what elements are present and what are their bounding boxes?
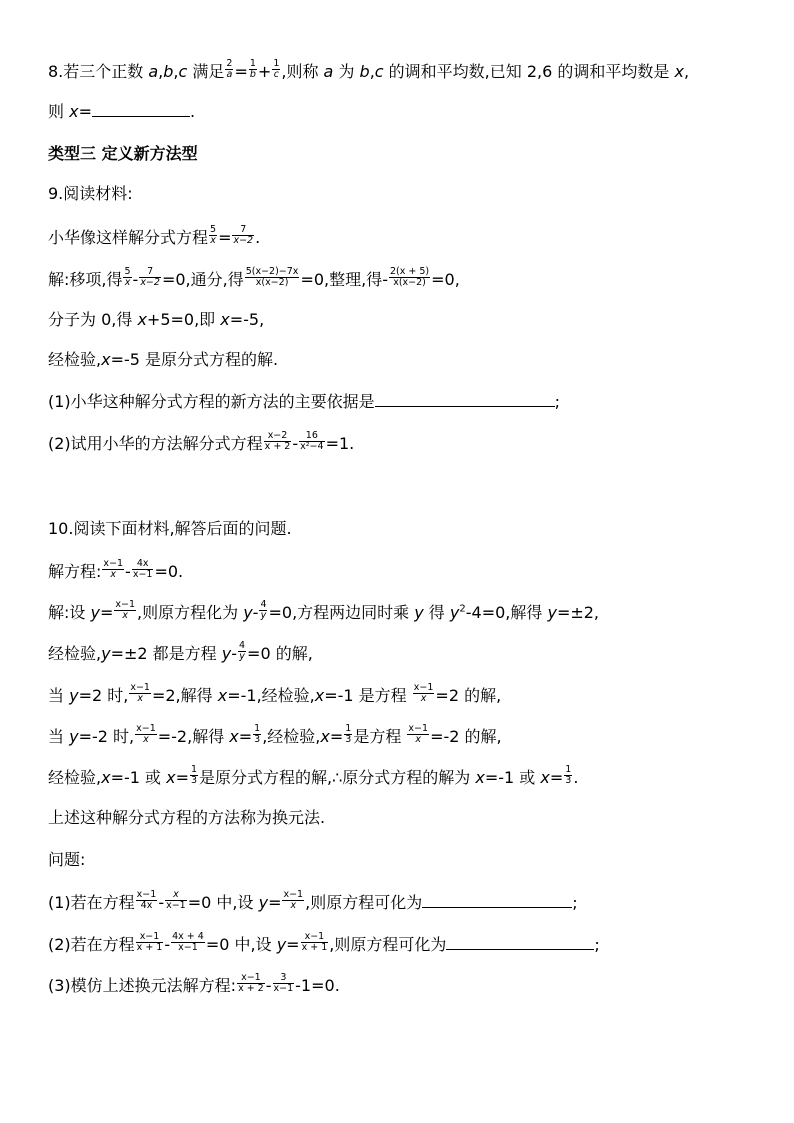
numerator: x−1 (408, 723, 429, 734)
text: 解:设 (48, 602, 91, 622)
numerator: x−1 (413, 682, 434, 693)
text: (3)模仿上述换元法解方程: (48, 975, 237, 995)
numerator: 1 (249, 58, 256, 69)
numerator: 1 (190, 764, 198, 775)
fraction (114, 600, 136, 621)
denominator: x (420, 692, 427, 704)
text: + (257, 61, 272, 81)
denominator: x−1 (132, 568, 153, 580)
text: 8.若三个正数 (48, 61, 149, 81)
text: = (234, 61, 248, 81)
text: 当 (48, 685, 70, 705)
fraction (165, 890, 187, 911)
var-x: x (217, 685, 228, 705)
text: , (369, 61, 375, 81)
q9-line-2 (48, 266, 460, 291)
text: =-1 或 (110, 767, 167, 787)
text: 得 (423, 602, 450, 622)
fraction (282, 890, 304, 911)
var-b: b (359, 61, 370, 81)
denominator: 3 (190, 774, 198, 786)
q10-title: 10.阅读下面材料,解答后面的问题. (48, 519, 292, 538)
q9-part-2 (48, 430, 355, 455)
fraction (299, 431, 324, 452)
numerator: x−1 (115, 599, 135, 610)
var-b: b (163, 61, 174, 81)
numerator: 5 (210, 224, 217, 235)
section-heading: 类型三 定义新方法型 (48, 144, 198, 163)
text: ,则原方程化为 (137, 602, 244, 622)
var-x: x (229, 726, 239, 746)
numerator: 3 (273, 973, 295, 984)
q10-part-3 (48, 972, 340, 997)
denominator: b (249, 68, 256, 80)
var-y: y (90, 602, 100, 622)
numerator: x (165, 890, 187, 901)
var-c: c (178, 61, 188, 81)
fraction (139, 267, 161, 288)
exponent: 2 (459, 603, 466, 615)
fraction (249, 59, 257, 80)
text: =0 中,设 (187, 892, 259, 912)
text: 经检验, (48, 767, 102, 787)
text: =0, (431, 269, 460, 289)
numerator: 2(x + 5) (389, 266, 430, 277)
numerator: x−1 (283, 889, 304, 900)
numerator: 1 (345, 723, 352, 734)
q10-line-1 (48, 558, 184, 583)
text: , (683, 61, 690, 81)
numerator: 4 (260, 599, 267, 610)
denominator: x−1 (273, 982, 294, 994)
text: -1=0. (295, 975, 340, 995)
numerator: 4x (132, 559, 154, 570)
denominator: y (239, 650, 245, 662)
numerator: x−1 (136, 889, 157, 900)
denominator: x (110, 568, 117, 580)
numerator: 7 (139, 267, 161, 278)
text: = (329, 726, 344, 746)
denominator: 3 (345, 733, 352, 745)
text: 经检验, (48, 643, 102, 663)
text: . (189, 102, 196, 121)
denominator: x + 2 (264, 440, 291, 452)
var-x: x (101, 767, 111, 787)
text: =2,解得 (151, 685, 218, 705)
var-x: x (540, 767, 550, 787)
q10-line-8: 问题: (48, 850, 86, 869)
text: , (158, 61, 164, 81)
var-y: y (258, 892, 269, 912)
text: ; (594, 934, 600, 954)
text: =-1 或 (484, 767, 541, 787)
text: =-1,经检验, (227, 685, 315, 705)
numerator: x−1 (130, 682, 150, 693)
numerator: 1 (254, 723, 261, 734)
text: (1)小华这种解分式方程的新方法的主要依据是 (48, 392, 375, 411)
denominator: 4x (140, 899, 153, 911)
denominator: x + 1 (136, 941, 163, 953)
var-y: y (69, 685, 79, 705)
denominator: x (290, 899, 297, 911)
text: =-1 是方程 (324, 685, 412, 705)
numerator: 1 (565, 764, 572, 775)
text: =-2,解得 (157, 726, 230, 746)
text: 的调和平均数,已知 2,6 的调和平均数是 (383, 61, 675, 81)
text: ,则称 (281, 61, 324, 81)
fraction (171, 932, 205, 953)
text: 小华像这样解分式方程 (48, 227, 209, 247)
text: (2)试用小华的方法解分式方程 (48, 433, 263, 453)
fraction (136, 890, 158, 911)
text: 当 (48, 726, 70, 746)
fraction (407, 724, 429, 745)
var-x: x (220, 310, 230, 329)
denominator: y (260, 609, 267, 621)
text: ; (572, 892, 578, 912)
fraction (253, 724, 261, 745)
numerator: 4x + 4 (172, 931, 204, 942)
text: - (231, 643, 237, 663)
fraction (225, 59, 233, 80)
denominator: x (137, 692, 143, 704)
text: - (292, 433, 299, 453)
numerator: x−1 (103, 558, 124, 569)
text: - (252, 602, 259, 622)
var-y: y (276, 934, 287, 954)
q10-part-2 (48, 931, 600, 956)
fraction (135, 724, 157, 745)
text: = (99, 602, 114, 622)
q10-line-6 (48, 764, 579, 789)
text: ,则原方程可化为 (305, 892, 423, 912)
q9-title: 9.阅读材料: (48, 184, 133, 203)
answer-blank[interactable] (446, 937, 594, 950)
var-x: x (101, 350, 111, 369)
text: - (132, 269, 139, 289)
text: = (218, 227, 232, 247)
denominator: c (273, 68, 279, 80)
text: = (268, 892, 282, 912)
q10-line-2 (48, 599, 600, 624)
denominator: x (210, 234, 216, 246)
numerator: 5 (124, 266, 131, 277)
text: =-5, (229, 310, 265, 329)
q8-line-2 (48, 104, 195, 120)
var-x: x (320, 726, 330, 746)
text: = (78, 102, 92, 121)
text: =±2 都是方程 (110, 643, 222, 663)
text: . (255, 227, 261, 247)
var-x: x (314, 685, 325, 705)
numerator: x−1 (136, 932, 164, 943)
text: (2)若在方程 (48, 934, 135, 954)
fraction (237, 973, 265, 994)
q10-line-5 (48, 723, 502, 748)
text: =-2 的解, (430, 726, 502, 746)
text: =0,方程两边同时乘 (268, 602, 415, 622)
denominator: x (122, 609, 128, 621)
denominator: 3 (254, 733, 261, 745)
denominator: x−2 (140, 276, 160, 288)
text: =0 的解, (247, 643, 313, 663)
text: = (175, 767, 189, 787)
denominator: x−1 (166, 899, 186, 911)
denominator: x−1 (178, 941, 198, 953)
denominator: 3 (565, 774, 572, 786)
text: 经检验, (48, 350, 102, 369)
text: - (265, 975, 272, 995)
text: . (573, 767, 579, 787)
denominator: a (226, 68, 233, 80)
var-y: y (414, 602, 424, 622)
numerator: 16 (299, 431, 324, 442)
fraction (209, 225, 217, 246)
numerator: 4 (238, 640, 246, 651)
var-x: x (475, 767, 485, 787)
denominator: x (143, 733, 149, 745)
fraction (564, 765, 572, 786)
text: =2 时, (78, 685, 129, 705)
fraction (301, 932, 329, 953)
text: =0,通分,得 (161, 269, 244, 289)
fraction (273, 973, 295, 994)
fraction (264, 431, 292, 452)
var-c: c (374, 61, 384, 81)
text: = (238, 726, 253, 746)
var-y: y (221, 643, 232, 663)
text: -4=0,解得 (465, 602, 548, 622)
q10-part-1 (48, 889, 578, 914)
text: - (125, 561, 131, 581)
var-y: y (449, 602, 460, 622)
fraction (102, 559, 124, 580)
text: = (286, 934, 300, 954)
text: =1. (325, 433, 355, 453)
text: = (549, 767, 564, 787)
var-y: y (547, 602, 557, 622)
q9-line-1 (48, 224, 261, 249)
fraction (259, 600, 267, 621)
denominator: x (124, 276, 131, 288)
var-y: y (101, 643, 111, 663)
q10-line-7: 上述这种解分式方程的方法称为换元法. (48, 808, 326, 827)
var-x: x (166, 767, 176, 787)
fraction (344, 724, 352, 745)
q9-part-1 (48, 394, 560, 410)
numerator: 1 (273, 58, 280, 69)
text: (1)若在方程 (48, 892, 135, 912)
numerator: x−2 (264, 431, 292, 442)
denominator: x²−4 (300, 440, 324, 452)
denominator: x + 1 (301, 941, 328, 953)
q10-line-3 (48, 640, 313, 665)
denominator: x−2 (233, 234, 254, 246)
text: =2 的解, (435, 685, 502, 705)
denominator: x(x−2) (393, 276, 426, 288)
text: =0. (154, 561, 184, 581)
answer-blank[interactable] (422, 895, 572, 908)
var-y: y (69, 726, 79, 746)
fraction (232, 225, 254, 246)
text: - (158, 892, 165, 912)
numerator: 5(x−2)−7x (245, 266, 299, 277)
text: =-5 是原分式方程的解. (110, 350, 279, 369)
text: +5=0,即 (146, 310, 221, 329)
fraction (245, 267, 300, 288)
answer-blank[interactable] (375, 394, 555, 407)
fraction (238, 641, 246, 662)
answer-blank[interactable] (92, 104, 190, 117)
fraction (190, 765, 198, 786)
fraction (413, 683, 435, 704)
q10-line-4 (48, 682, 502, 707)
var-x: x (674, 61, 684, 81)
fraction (136, 932, 164, 953)
fraction (129, 683, 151, 704)
numerator: x−1 (136, 723, 156, 734)
denominator: x + 2 (238, 982, 264, 994)
text: =±2, (556, 602, 600, 622)
q9-line-4 (48, 352, 278, 368)
text: 是方程 (353, 726, 407, 746)
var-x: x (69, 102, 79, 121)
text: =0 中,设 (205, 934, 277, 954)
text: ,经检验, (262, 726, 321, 746)
var-a: a (148, 61, 159, 81)
numerator: 2 (226, 58, 233, 69)
text: 则 (48, 102, 70, 121)
text: 是原分式方程的解,∴原分式方程的解为 (199, 767, 476, 787)
q9-line-3 (48, 312, 264, 328)
text: ,则原方程可化为 (329, 934, 447, 954)
denominator: x (415, 733, 422, 745)
text: 解方程: (48, 561, 102, 581)
text: 满足 (187, 61, 225, 81)
text: ; (554, 392, 561, 411)
q8-line-1 (48, 58, 690, 83)
fraction (132, 559, 154, 580)
text: - (164, 934, 171, 954)
numerator: x−1 (301, 932, 329, 943)
numerator: x−1 (237, 973, 265, 984)
text: 为 (333, 61, 360, 81)
text: , (173, 61, 179, 81)
fraction (272, 59, 280, 80)
var-y: y (243, 602, 253, 622)
var-x: x (137, 310, 147, 329)
fraction (123, 267, 131, 288)
text: =-2 时, (78, 726, 135, 746)
fraction (389, 267, 430, 288)
text: =0,整理,得- (300, 269, 388, 289)
text: 解:移项,得 (48, 269, 123, 289)
numerator: 7 (232, 225, 254, 236)
text: 分子为 0,得 (48, 310, 138, 329)
var-a: a (323, 61, 334, 81)
denominator: x(x−2) (255, 276, 289, 288)
